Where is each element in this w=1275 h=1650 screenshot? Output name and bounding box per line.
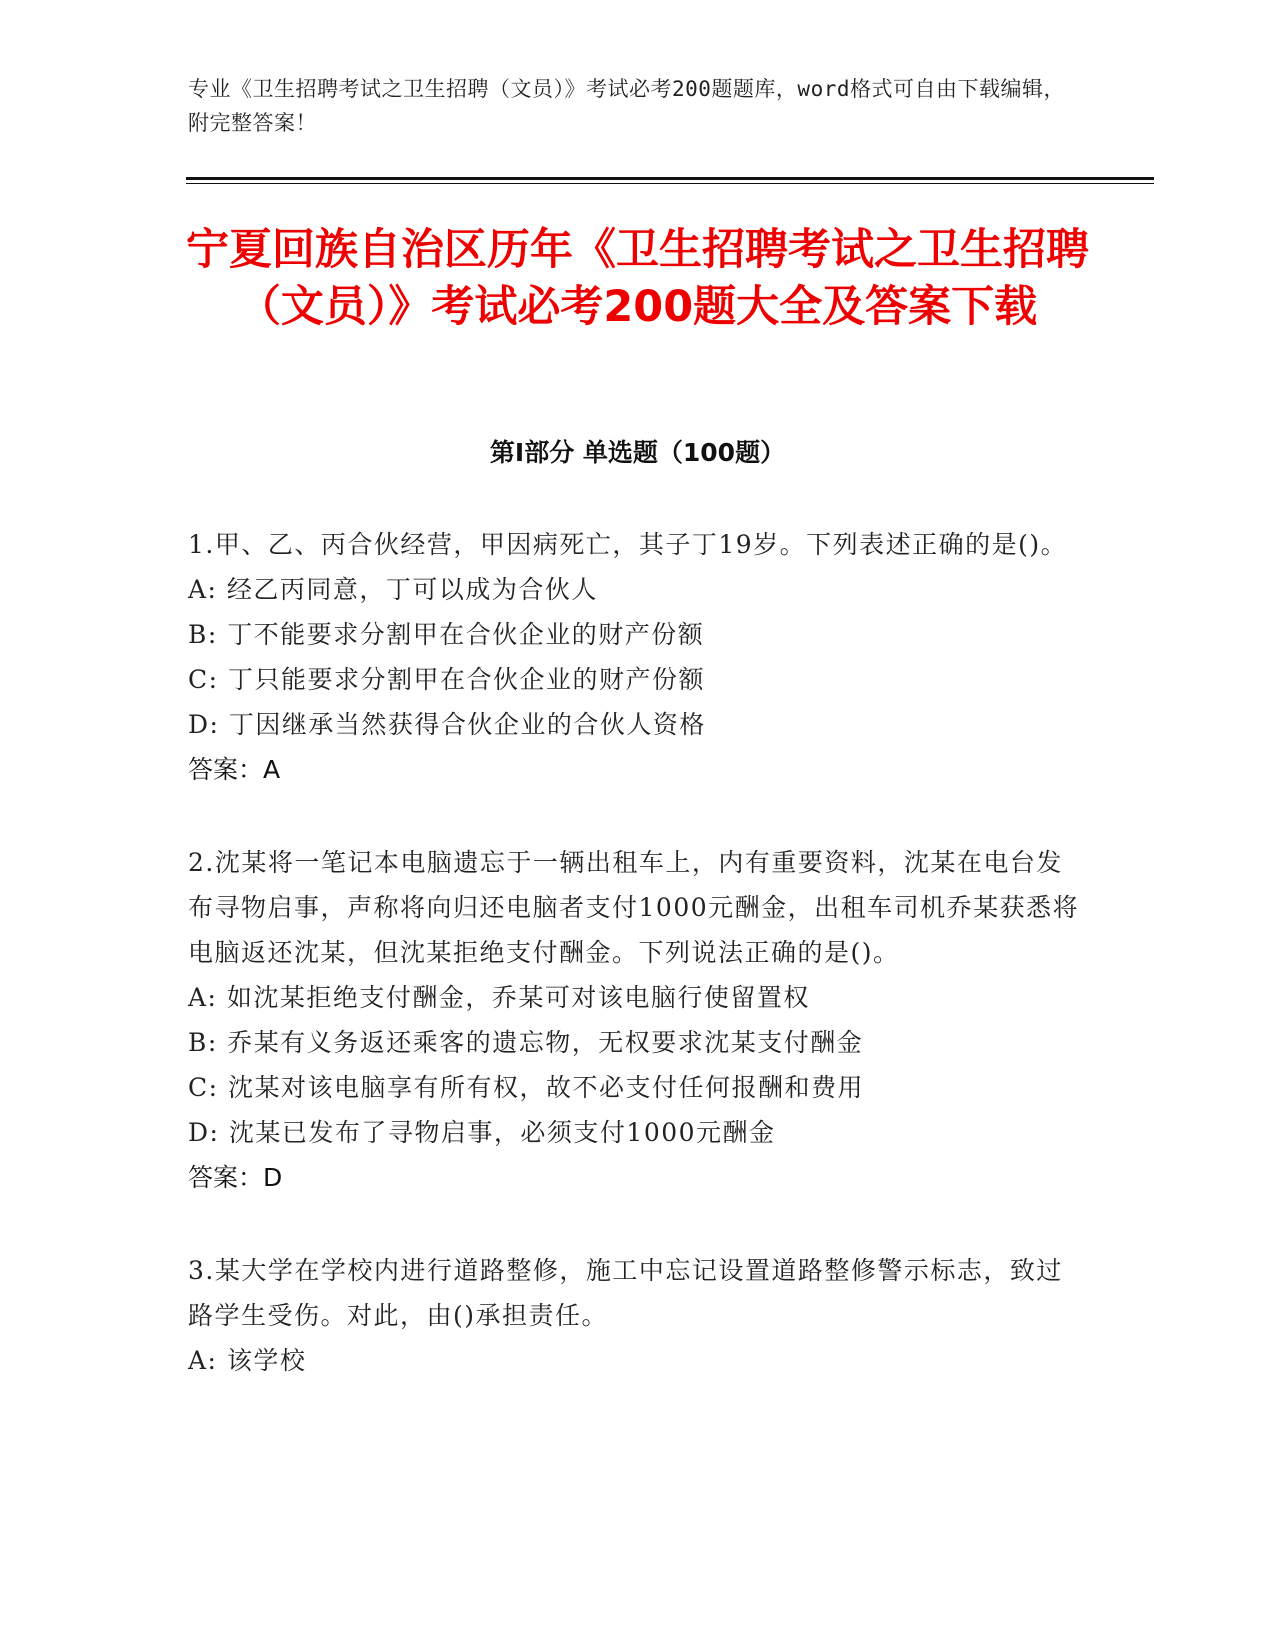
option-a: A: 如沈某拒绝支付酬金，乔某可对该电脑行使留置权 (188, 983, 810, 1012)
question-1 (188, 522, 1088, 792)
header-divider-thin (186, 183, 1154, 184)
question-stem: 3.某大学在学校内进行道路整修，施工中忘记设置道路整修警示标志，致过路学生受伤。对此，由()承担责任。 (188, 1256, 1063, 1330)
answer: 答案：D (188, 1163, 283, 1192)
question-2 (188, 840, 1088, 1200)
option-b: B: 乔某有义务返还乘客的遗忘物，无权要求沈某支付酬金 (188, 1028, 864, 1057)
option-d: D: 沈某已发布了寻物启事，必须支付1000元酬金 (188, 1118, 776, 1147)
question-3 (188, 1248, 1088, 1383)
header-note: 专业《卫生招聘考试之卫生招聘（文员）》考试必考200题题库，word格式可自由下载编辑，附完整答案！ (188, 77, 1065, 135)
answer: 答案：A (188, 755, 281, 784)
option-a: A: 经乙丙同意，丁可以成为合伙人 (188, 575, 598, 604)
header-divider-thick (186, 177, 1154, 180)
question-stem: 2.沈某将一笔记本电脑遗忘于一辆出租车上，内有重要资料，沈某在电台发布寻物启事，声称将向归还电脑者支付1000元酬金，出租车司机乔某获悉将电脑返还沈某，但沈某拒绝支付酬金。下列说法正确的是()。 (188, 848, 1080, 967)
option-a: A: 该学校 (188, 1346, 307, 1375)
document-title: 宁夏回族自治区历年《卫生招聘考试之卫生招聘（文员）》考试必考200题大全及答案下载 (186, 225, 1089, 332)
option-d: D: 丁因继承当然获得合伙企业的合伙人资格 (188, 710, 706, 739)
option-b: B: 丁不能要求分割甲在合伙企业的财产份额 (188, 620, 705, 649)
question-stem: 1.甲、乙、丙合伙经营，甲因病死亡，其子丁19岁。下列表述正确的是()。 (188, 530, 1068, 559)
option-c: C: 沈某对该电脑享有所有权，故不必支付任何报酬和费用 (188, 1073, 865, 1102)
option-c: C: 丁只能要求分割甲在合伙企业的财产份额 (188, 665, 705, 694)
question-list (188, 522, 1088, 1431)
section-heading: 第Ⅰ部分 单选题（100题） (489, 438, 786, 467)
